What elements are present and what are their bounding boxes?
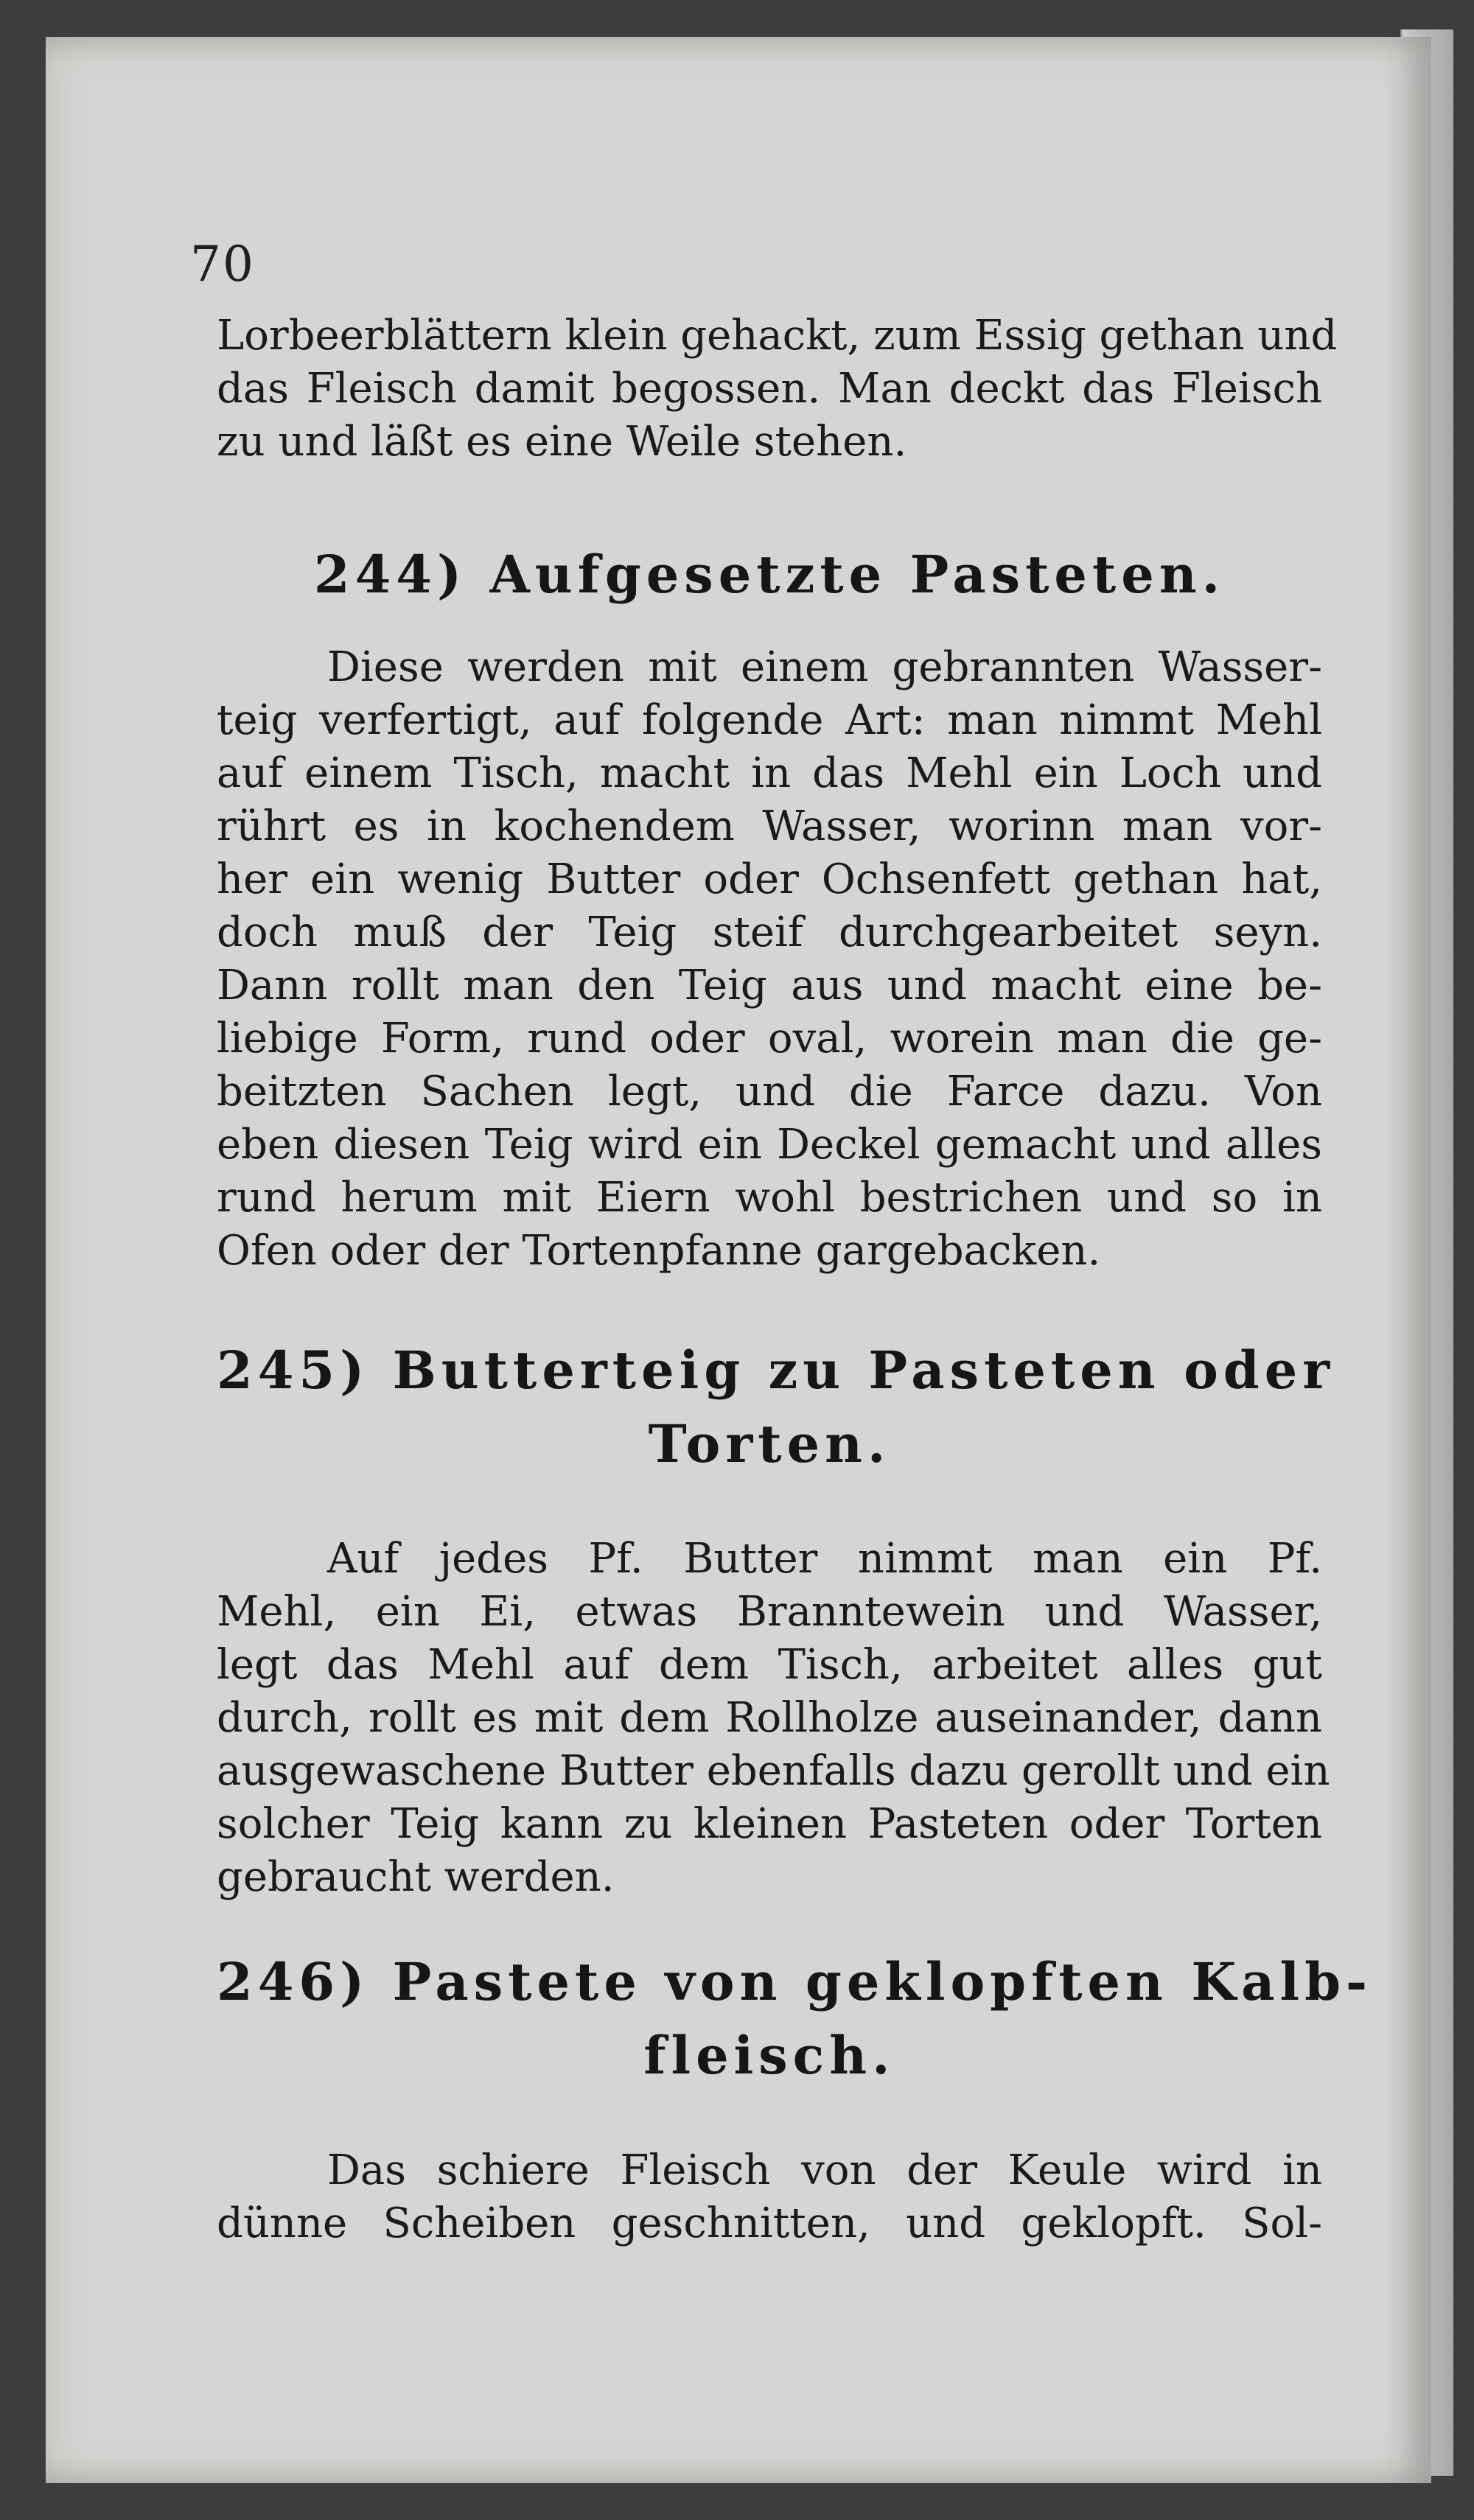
page-number: 70 — [190, 236, 255, 293]
recipe-245-body — [217, 1533, 1330, 1904]
recipe-246-body — [217, 2144, 1322, 2250]
recipe-heading: 245) Butterteig zu Pasteten oder — [217, 1340, 1335, 1401]
book-page — [46, 37, 1431, 2483]
text-line: Auf jedes Pf. Butter nimmt man ein Pf. — [327, 1535, 1322, 1583]
text-line: doch muß der Teig steif durchgearbeitet seyn. — [217, 909, 1322, 956]
text-line: gebraucht werden. — [217, 1853, 615, 1901]
text-line: auf einem Tisch, macht in das Mehl ein Loch und — [217, 749, 1322, 797]
text-line: Lorbeerblättern klein gehackt, zum Essig gethan und — [217, 312, 1338, 360]
text-line: Dann rollt man den Teig aus und macht eine be- — [217, 962, 1322, 1009]
text-line: zu und läßt es eine Weile stehen. — [217, 418, 907, 466]
text-line: Ofen oder der Tortenpfanne gargebacken. — [217, 1227, 1101, 1275]
recipe-246-heading — [217, 1945, 1373, 2093]
text-line: beitzten Sachen legt, und die Farce dazu. Von — [217, 1068, 1322, 1116]
text-line: dünne Scheiben geschnitten, und geklopft. Sol- — [217, 2199, 1322, 2247]
recipe-244-heading — [217, 538, 1322, 612]
text-line: rund herum mit Eiern wohl bestrichen und so in — [217, 1174, 1322, 1222]
text-line: eben diesen Teig wird ein Deckel gemacht und alles — [217, 1121, 1322, 1169]
text-line: durch, rollt es mit dem Rollholze auseinander, dann — [217, 1694, 1322, 1742]
recipe-heading: 244) Aufgesetzte Pasteten. — [313, 544, 1226, 605]
recipe-244-body — [217, 641, 1322, 1278]
recipe-heading: 246) Pastete von geklopften Kalb- — [217, 1951, 1373, 2012]
text-line: Das schiere Fleisch von der Keule wird in — [327, 2146, 1322, 2194]
text-line: Mehl, ein Ei, etwas Branntewein und Wasser, — [217, 1588, 1322, 1636]
text-line: liebige Form, rund oder oval, worein man die ge- — [217, 1015, 1322, 1063]
intro-paragraph — [217, 309, 1338, 469]
text-line: rührt es in kochendem Wasser, worinn man vor- — [217, 802, 1322, 850]
recipe-245-heading — [217, 1334, 1335, 1481]
recipe-heading: Torten. — [648, 1413, 891, 1474]
text-line: ausgewaschene Butter ebenfalls dazu gerollt und ein — [217, 1747, 1330, 1795]
text-line: solcher Teig kann zu kleinen Pasteten oder Torten — [217, 1800, 1322, 1848]
text-line: Diese werden mit einem gebrannten Wasser- — [327, 643, 1322, 691]
text-line: legt das Mehl auf dem Tisch, arbeitet alles gut — [217, 1641, 1322, 1689]
text-line: das Fleisch damit begossen. Man deckt das Fleisch — [217, 365, 1322, 413]
text-line: her ein wenig Butter oder Ochsenfett gethan hat, — [217, 855, 1322, 903]
text-line: teig verfertigt, auf folgende Art: man nimmt Mehl — [217, 696, 1322, 744]
recipe-heading: fleisch. — [643, 2025, 895, 2086]
